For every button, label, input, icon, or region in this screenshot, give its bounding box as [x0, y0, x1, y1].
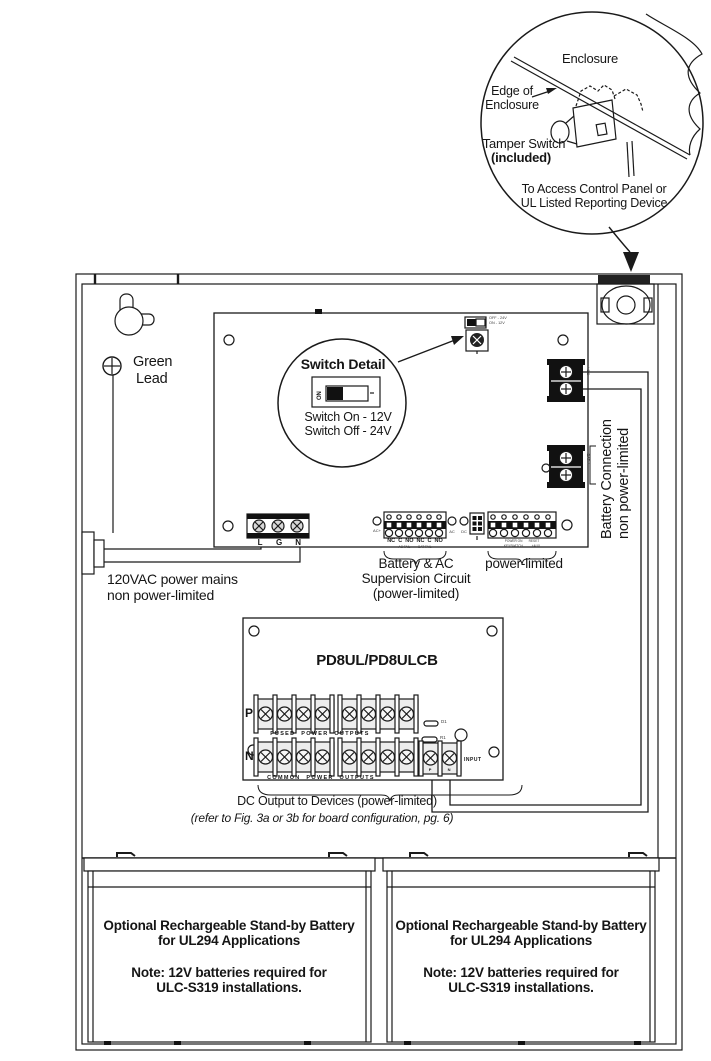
supervision-caption: Battery & AC — [378, 556, 454, 571]
d1-label: D1 — [441, 719, 447, 724]
relay-contact-labels: NC C NO NC C NO — [387, 538, 443, 544]
pd8ul-board — [243, 618, 503, 780]
edge-of-enclosure-label: Enclosure — [485, 98, 539, 112]
battery-note: for UL294 Applications — [157, 933, 301, 948]
switch-on-note: Switch On - 12V — [304, 410, 392, 424]
mains-label: 120VAC power mains — [107, 571, 238, 587]
mini-switch-off-label: OFF - 24V — [489, 316, 507, 320]
access-panel-note: UL Listed Reporting Device — [520, 196, 668, 210]
green-lead-label: Lead — [136, 371, 168, 387]
row-p-label: P — [245, 706, 253, 720]
battery-note: Optional Rechargeable Stand-by Battery — [395, 918, 647, 933]
relay-sub-labels: AC FAIL BAT FAIL — [398, 544, 432, 549]
battery-connection-label: non power-limited — [616, 427, 632, 539]
tamper-switch-mounted — [597, 275, 654, 324]
terminal-n-label: N — [295, 538, 301, 547]
aux-sub-labels: KEYSWITCH +AUX — [503, 543, 541, 548]
dc-led-label: DC — [461, 529, 467, 534]
keyhole-mount — [115, 294, 154, 335]
aux-output-block — [488, 512, 556, 538]
battery-note: ULC-S319 installations. — [448, 980, 594, 995]
pd8ul-title: PD8UL/PD8ULCB — [316, 652, 438, 669]
terminal-g-label: G — [275, 538, 283, 547]
enclosure-label: Enclosure — [561, 51, 619, 66]
row-n-label: N — [245, 749, 254, 763]
battery-terminal-tab — [629, 853, 647, 857]
aux-sub-labels: POWER ON RESET — [504, 539, 540, 543]
ac-input-terminal-block — [247, 514, 309, 538]
r1-label: R1 — [440, 735, 446, 740]
mains-label: non power-limited — [107, 587, 215, 603]
terminal-l-label: L — [257, 538, 263, 547]
mini-switch-on-label: ON - 12V — [489, 321, 505, 325]
common-outputs-label: COMMON POWER OUTPUTS — [267, 775, 375, 781]
battery-terminal-tab — [117, 853, 135, 857]
battery-note: for UL294 Applications — [449, 933, 593, 948]
supervision-caption: (power-limited) — [372, 586, 460, 601]
dc-terminal-label: + DC - — [586, 366, 591, 378]
power-limited-caption: power-limited — [485, 556, 563, 571]
battery-note: Note: 12V batteries required for — [423, 965, 619, 980]
green-lead-label: Green — [133, 354, 173, 370]
switch-on-marker: ON — [317, 391, 323, 400]
battery-note: Note: 12V batteries required for — [131, 965, 327, 980]
dc-output-terminal-block — [547, 359, 585, 402]
tamper-switch-label: Tamper Switch — [482, 136, 566, 151]
battery-note: Optional Rechargeable Stand-by Battery — [103, 918, 355, 933]
battery-note: ULC-S319 installations. — [156, 980, 302, 995]
switch-detail-title: Switch Detail — [300, 356, 386, 372]
access-panel-note: To Access Control Panel or — [521, 182, 667, 196]
ac-led-label: AC — [449, 529, 455, 534]
battery-terminal-tab — [410, 853, 428, 857]
battery-terminal-tab — [329, 853, 347, 857]
ac-plus-led-label: AC+ — [373, 528, 381, 533]
input-label: INPUT — [464, 757, 482, 763]
bat-terminal-label: - BAT + — [586, 451, 591, 465]
voltage-selector-switch — [465, 317, 488, 354]
tamper-included-label: (included) — [490, 150, 552, 165]
battery-connection-label: Battery Connection — [599, 419, 615, 539]
supervision-caption: Supervision Circuit — [361, 571, 471, 586]
dc-output-caption: DC Output to Devices (power-limited) — [237, 794, 437, 808]
edge-of-enclosure-label: Edge of — [491, 84, 533, 98]
input-p-label: P — [428, 767, 432, 772]
dc-output-reference: (refer to Fig. 3a or 3b for board configuration, pg. 6) — [190, 811, 454, 825]
fused-outputs-label: FUSED POWER OUTPUTS — [270, 731, 370, 737]
switch-off-note: Switch Off - 24V — [304, 424, 392, 438]
input-n-label: N — [447, 767, 451, 772]
green-lead-screw — [103, 357, 121, 533]
